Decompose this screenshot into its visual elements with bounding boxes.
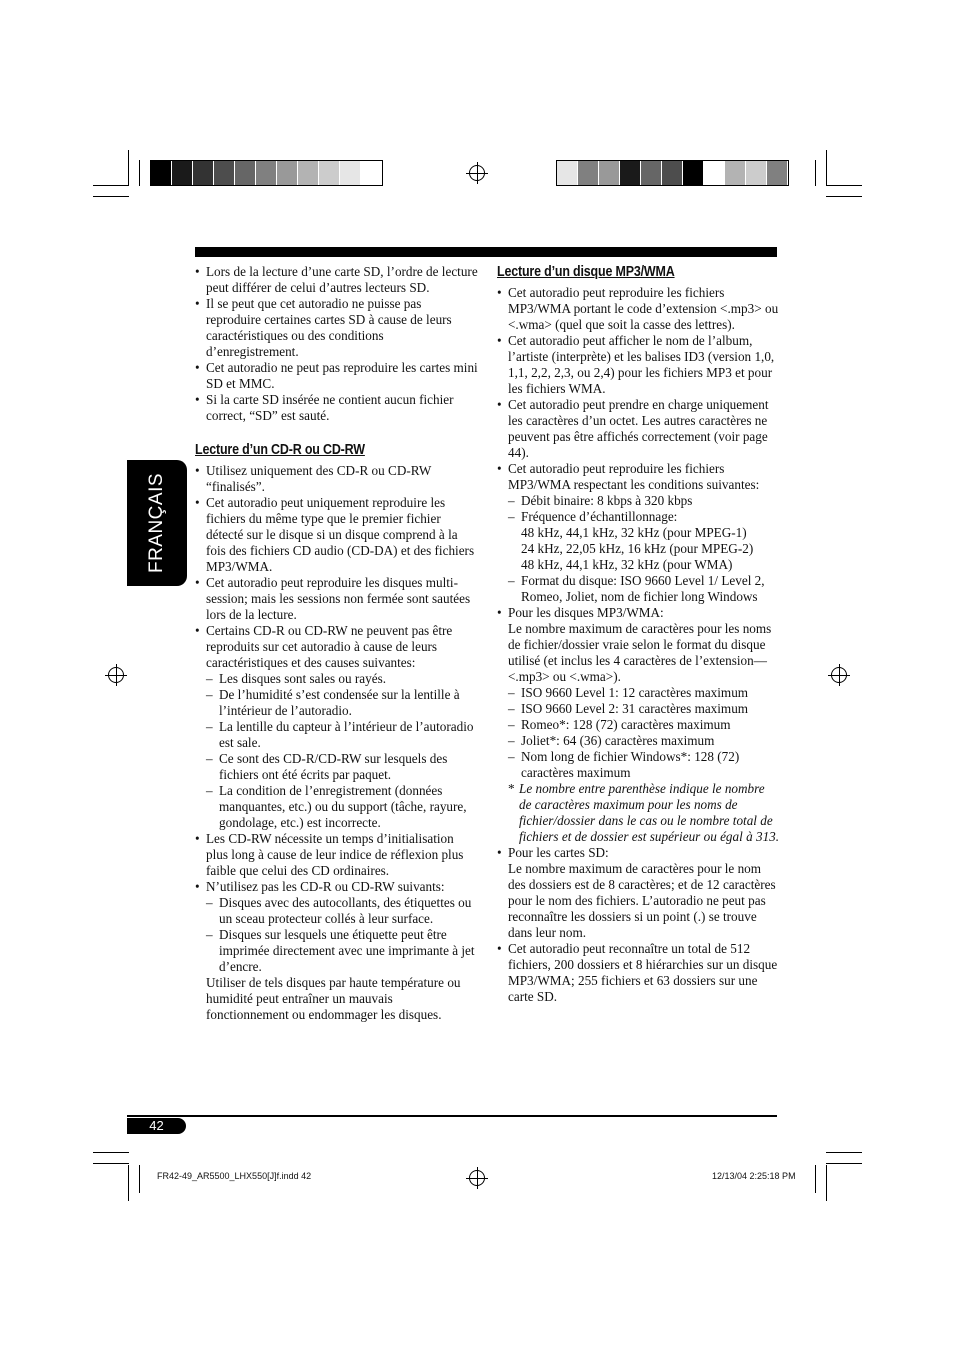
color-swatch	[767, 161, 788, 185]
footer-file-name: FR42-49_AR5500_LHX550[J]f.indd 42	[157, 1171, 312, 1181]
list-item: • Cet autoradio ne peut pas reproduire les cartes mini SD et MMC.	[195, 360, 478, 392]
color-swatch	[620, 161, 641, 185]
footer-rule	[127, 1115, 777, 1117]
list-item: • Lors de la lecture d’une carte SD, l’ordre de lecture peut différer de celui d’autres lecteurs SD.	[195, 264, 478, 296]
sub-list-item: – De l’humidité s’est condensée sur la lentille à l’intérieur de l’autoradio.	[206, 687, 478, 719]
paragraph: Utiliser de tels disques par haute température ou humidité peut entraîner un mauvais fonctionnement ou endommager les disques.	[206, 975, 461, 1022]
mp3-notes-list	[497, 285, 780, 1005]
sub-list-item: – La lentille du capteur à l’intérieur de l’autoradio est sale.	[206, 719, 478, 751]
sub-list	[206, 671, 478, 831]
left-column	[195, 264, 478, 1023]
registration-mark-icon	[469, 165, 485, 181]
color-swatch	[704, 161, 725, 185]
freq-line: 48 kHz, 44,1 kHz, 32 kHz (pour WMA)	[521, 557, 733, 572]
list-item: • Cet autoradio peut uniquement reproduire les fichiers du même type que le premier fichier détecté sur le disque si un disque comprend à la fois des fichiers CD audio (CD-DA) et des fichiers MP3/WMA.	[195, 495, 478, 575]
page-number: 42	[127, 1118, 186, 1134]
sub-list-item: – ISO 9660 Level 1: 12 caractères maximum	[508, 685, 780, 701]
color-bar-right	[556, 160, 789, 186]
color-swatch	[662, 161, 683, 185]
color-swatch	[683, 161, 704, 185]
list-item-text: • Pour les disques MP3/WMA:	[508, 605, 664, 620]
color-swatch	[340, 161, 361, 185]
list-item: • Cet autoradio peut prendre en charge uniquement les caractères d’un octet. Les autres caractères ne peuvent pas être affichés correctement (voir page 44).	[497, 397, 780, 461]
color-swatch	[214, 161, 235, 185]
list-item: • Cet autoradio peut reproduire les fichiers MP3/WMA portant le code d’extension <.mp3> ou <.wma> (quel que soit la casse des lettres).	[497, 285, 780, 333]
color-swatch	[319, 161, 340, 185]
color-swatch	[298, 161, 319, 185]
sub-list-item: – Débit binaire: 8 kbps à 320 kbps	[508, 493, 780, 509]
color-swatch	[151, 161, 172, 185]
sub-list	[508, 493, 780, 605]
sub-list-item: – Nom long de fichier Windows*: 128 (72) caractères maximum	[508, 749, 780, 781]
list-item	[195, 623, 478, 831]
freq-line: 24 kHz, 22,05 kHz, 16 kHz (pour MPEG-2)	[521, 541, 754, 556]
sub-list-item: – Format du disque: ISO 9660 Level 1/ Level 2, Romeo, Joliet, nom de fichier long Windows	[508, 573, 780, 605]
list-item-text: N’utilisez pas les CD-R ou CD-RW suivants:	[206, 879, 445, 894]
sub-list-item: – Disques avec des autocollants, des étiquettes ou un sceau protecteur collés à leur surface.	[206, 895, 478, 927]
list-item-text: Certains CD-R ou CD-RW ne peuvent pas être reproduits sur cet autoradio à cause de leurs caractéristiques et des causes suivantes:	[206, 623, 453, 670]
color-swatch	[725, 161, 746, 185]
sub-list-item: – La condition de l’enregistrement (données manquantes, etc.) ou du support (tâche, rayure, gondolage, etc.) est incorrecte.	[206, 783, 478, 831]
sub-list-item	[508, 509, 780, 573]
sub-list-item: – Ce sont des CD-R/CD-RW sur lesquels des fichiers ont été écrits par paquet.	[206, 751, 478, 783]
list-item	[195, 879, 478, 1023]
cdr-notes-list	[195, 463, 478, 1023]
language-tab	[127, 460, 187, 586]
color-swatch	[746, 161, 767, 185]
list-item: • Les CD-RW nécessite un temps d’initialisation plus long à cause de leur indice de réflexion plus faible que celui des CD ordinaires.	[195, 831, 478, 879]
color-swatch	[361, 161, 382, 185]
list-item: • Cet autoradio peut reconnaître un total de 512 fichiers, 200 dossiers et 8 hiérarchies sur un disque MP3/WMA; 255 fichiers et 63 dossiers sur une carte SD.	[497, 941, 780, 1005]
color-swatch	[193, 161, 214, 185]
color-swatch	[578, 161, 599, 185]
list-item	[497, 461, 780, 605]
freq-line: 48 kHz, 44,1 kHz, 32 kHz (pour MPEG-1)	[521, 525, 747, 540]
color-swatch	[172, 161, 193, 185]
sub-list-item: – Romeo*: 128 (72) caractères maximum	[508, 717, 780, 733]
section-heading-cdr: Lecture d’un CD-R ou CD-RW	[195, 442, 365, 458]
registration-mark-icon	[831, 667, 847, 683]
list-item: • Utilisez uniquement des CD-R ou CD-RW “finalisés”.	[195, 463, 478, 495]
language-label: FRANÇAIS	[146, 472, 167, 574]
list-item	[497, 845, 780, 941]
header-bar	[195, 247, 777, 257]
section-heading-mp3: Lecture d’un disque MP3/WMA	[497, 264, 675, 280]
footnote: * Le nombre entre parenthèse indique le nombre de caractères maximum pour les noms de fichier/dossier dans le cas ou le nombre total de fichiers et de dossier est supérieur ou égal à 313.	[508, 781, 780, 845]
list-item	[497, 605, 780, 845]
color-swatch	[599, 161, 620, 185]
registration-mark-icon	[108, 667, 124, 683]
sub-list-item: – ISO 9660 Level 2: 31 caractères maximum	[508, 701, 780, 717]
paragraph: Le nombre maximum de caractères pour le nom des dossiers est de 8 caractères; et de 12 caractères pour le nom des fichiers. L’autoradio ne peut pas reconnaître les dossiers si un point (.) se trouve dans leur nom.	[508, 861, 776, 940]
list-item: • Cet autoradio peut reproduire les disques multi-session; mais les sessions non fermée sont sautées lors de la lecture.	[195, 575, 478, 623]
color-swatch	[557, 161, 578, 185]
list-item-text: • Pour les cartes SD:	[508, 845, 609, 860]
sub-list-item: – Les disques sont sales ou rayés.	[206, 671, 478, 687]
sub-list	[508, 685, 780, 781]
sd-notes-list	[195, 264, 478, 424]
list-item: • Il se peut que cet autoradio ne puisse pas reproduire certaines cartes SD à cause de leurs caractéristiques ou des conditions d’enregistrement.	[195, 296, 478, 360]
freq-label: – Fréquence d’échantillonnage:	[521, 509, 678, 524]
list-item: • Si la carte SD insérée ne contient aucun fichier correct, “SD” est sauté.	[195, 392, 478, 424]
color-swatch	[277, 161, 298, 185]
color-swatch	[235, 161, 256, 185]
color-bar-left	[150, 160, 383, 186]
color-swatch	[256, 161, 277, 185]
list-item: • Cet autoradio peut afficher le nom de l’album, l’artiste (interprète) et les balises ID3 (version 1,0, 1,1, 2,2, 2,3, ou 2,4) pour les fichiers MP3 et pour les fichiers WMA.	[497, 333, 780, 397]
sub-list-item: – Disques sur lesquels une étiquette peut être imprimée directement avec une imprimante à jet d’encre.	[206, 927, 478, 975]
registration-mark-icon	[469, 1170, 485, 1186]
right-column	[497, 264, 780, 1005]
sub-list-item: – Joliet*: 64 (36) caractères maximum	[508, 733, 780, 749]
paragraph: Le nombre maximum de caractères pour les noms de fichier/dossier vraie selon le format du disque utilisé (et inclus les 4 caractères de l’extension—<.mp3> ou <.wma>).	[508, 621, 772, 684]
footer-timestamp: 12/13/04 2:25:18 PM	[712, 1171, 796, 1181]
color-swatch	[641, 161, 662, 185]
sub-list	[206, 895, 478, 975]
list-item-text: Cet autoradio peut reproduire les fichiers MP3/WMA respectant les conditions suivantes:	[508, 461, 760, 492]
